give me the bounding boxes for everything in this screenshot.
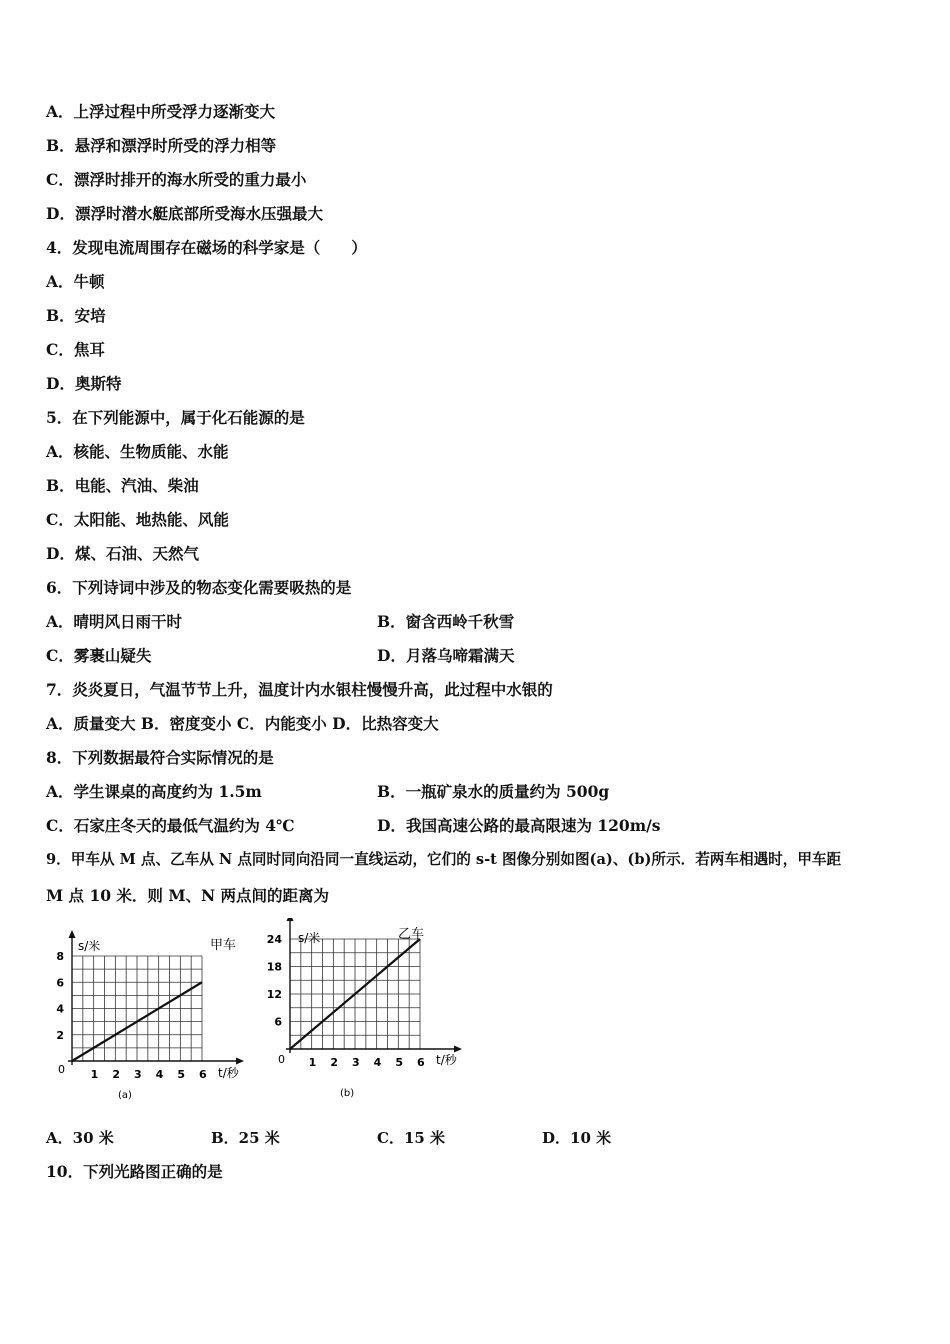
q4-option-c: C．焦耳 [46, 340, 105, 359]
q4-option-a: A．牛顿 [46, 272, 105, 291]
b-x-tick-label: 6 [417, 1056, 425, 1069]
b-y-tick-label: 6 [274, 1015, 282, 1029]
q10-stem: 10．下列光路图正确的是 [46, 1162, 223, 1181]
a-x-tick-label: 4 [155, 1068, 164, 1081]
b-x-tick-label: 4 [373, 1056, 382, 1069]
q9-option-b: B．25 米 [211, 1129, 280, 1147]
a-y-tick-label: 4 [56, 1002, 64, 1016]
q8-row-1 [46, 782, 610, 802]
graph-a-title: 甲车 [210, 938, 237, 953]
graph-a-grid [72, 956, 202, 1061]
a-y-tick-label: 8 [56, 950, 64, 963]
q4-option-d: D．奥斯特 [46, 374, 122, 393]
a-x-tick-label: 6 [199, 1068, 207, 1081]
graph-b-xlabel: t/秒 [436, 1053, 457, 1067]
q3-option-c: C．漂浮时排开的海水所受的重力最小 [46, 170, 307, 189]
a-x-tick-label: 5 [177, 1068, 185, 1081]
q6-stem: 6．下列诗词中涉及的物态变化需要吸热的是 [46, 578, 352, 597]
graph-a-origin: 0 [58, 1063, 65, 1076]
b-y-tick-label: 24 [266, 933, 282, 946]
graph-b-caption: (b) [340, 1088, 355, 1099]
q8-option-c: C．石家庄冬天的最低气温约为 4℃ [46, 816, 295, 835]
b-x-tick-label: 1 [308, 1056, 317, 1069]
q7-stem: 7．炎炎夏日，气温节节上升，温度计内水银柱慢慢升高，此过程中水银的 [46, 680, 553, 699]
a-x-tick-label: 3 [134, 1068, 142, 1081]
graph-b-ylabel: s/米 [298, 931, 321, 945]
b-y-axis-arrow [287, 918, 294, 921]
q9-option-c: C．15 米 [377, 1129, 446, 1147]
q8-option-d: D．我国高速公路的最高限速为 120m/s [377, 816, 661, 835]
q5-option-c: C．太阳能、地热能、风能 [46, 510, 229, 529]
q8-option-a: A．学生课桌的高度约为 1.5m [46, 782, 262, 801]
b-x-axis-arrow [454, 1046, 462, 1053]
q8-row-2 [46, 816, 661, 836]
graph-a-xlabel: t/秒 [218, 1066, 239, 1080]
q5-option-b: B．电能、汽油、柴油 [46, 476, 199, 495]
q9-option-a: A．30 米 [46, 1129, 114, 1147]
graph-b-yiche [258, 918, 488, 1104]
a-x-axis-arrow [236, 1058, 244, 1065]
q9-stem-line1: 9．甲车从 M 点、乙车从 N 点同时同向沿同一直线运动，它们的 s-t 图像分别如图(a)、(b)所示．若两车相遇时，甲车距 [46, 851, 842, 868]
q6-option-d: D．月落乌啼霜满天 [377, 646, 515, 665]
q3-option-b: B．悬浮和漂浮时所受的浮力相等 [46, 136, 277, 155]
q5-option-a: A．核能、生物质能、水能 [46, 442, 229, 461]
q5-stem: 5．在下列能源中，属于化石能源的是 [46, 408, 305, 427]
a-x-tick-label: 1 [90, 1068, 99, 1081]
q3-option-d: D．漂浮时潜水艇底部所受海水压强最大 [46, 204, 323, 223]
a-y-tick-label: 6 [56, 976, 64, 990]
b-y-tick-label: 12 [266, 988, 282, 1001]
q6-row-2 [46, 646, 515, 666]
q6-row-1 [46, 612, 515, 632]
q5-option-d: D．煤、石油、天然气 [46, 544, 199, 563]
graph-b-origin: 0 [278, 1053, 285, 1066]
graph-a-jiache [40, 925, 270, 1105]
a-x-tick-label: 2 [112, 1068, 120, 1081]
a-y-tick-label: 2 [56, 1028, 64, 1042]
q8-option-b: B．一瓶矿泉水的质量约为 500g [377, 782, 610, 801]
b-x-tick-label: 2 [330, 1056, 338, 1069]
q9-stem-line2: M 点 10 米．则 M、N 两点间的距离为 [46, 886, 330, 905]
q9-option-d: D．10 米 [542, 1129, 612, 1147]
b-y-tick-label: 18 [266, 960, 282, 974]
b-x-tick-label: 5 [395, 1056, 403, 1069]
graph-b-title: 乙车 [398, 927, 425, 942]
graph-a-caption: (a) [118, 1090, 132, 1101]
q4-stem: 4．发现电流周围存在磁场的科学家是（ ） [46, 238, 367, 257]
b-x-tick-label: 3 [352, 1056, 360, 1069]
q6-option-c: C．雾裹山疑失 [46, 646, 152, 665]
a-y-axis-arrow [69, 930, 76, 938]
q3-option-a: A．上浮过程中所受浮力逐渐变大 [46, 102, 276, 121]
q7-options: A．质量变大 B．密度变小 C．内能变小 D．比热容变大 [46, 714, 439, 733]
q6-option-a: A．晴明风日雨干时 [46, 612, 183, 631]
q6-option-b: B．窗含西岭千秋雪 [377, 612, 515, 631]
q8-stem: 8．下列数据最符合实际情况的是 [46, 748, 274, 767]
graph-a-ylabel: s/米 [78, 939, 101, 953]
q4-option-b: B．安培 [46, 306, 106, 325]
